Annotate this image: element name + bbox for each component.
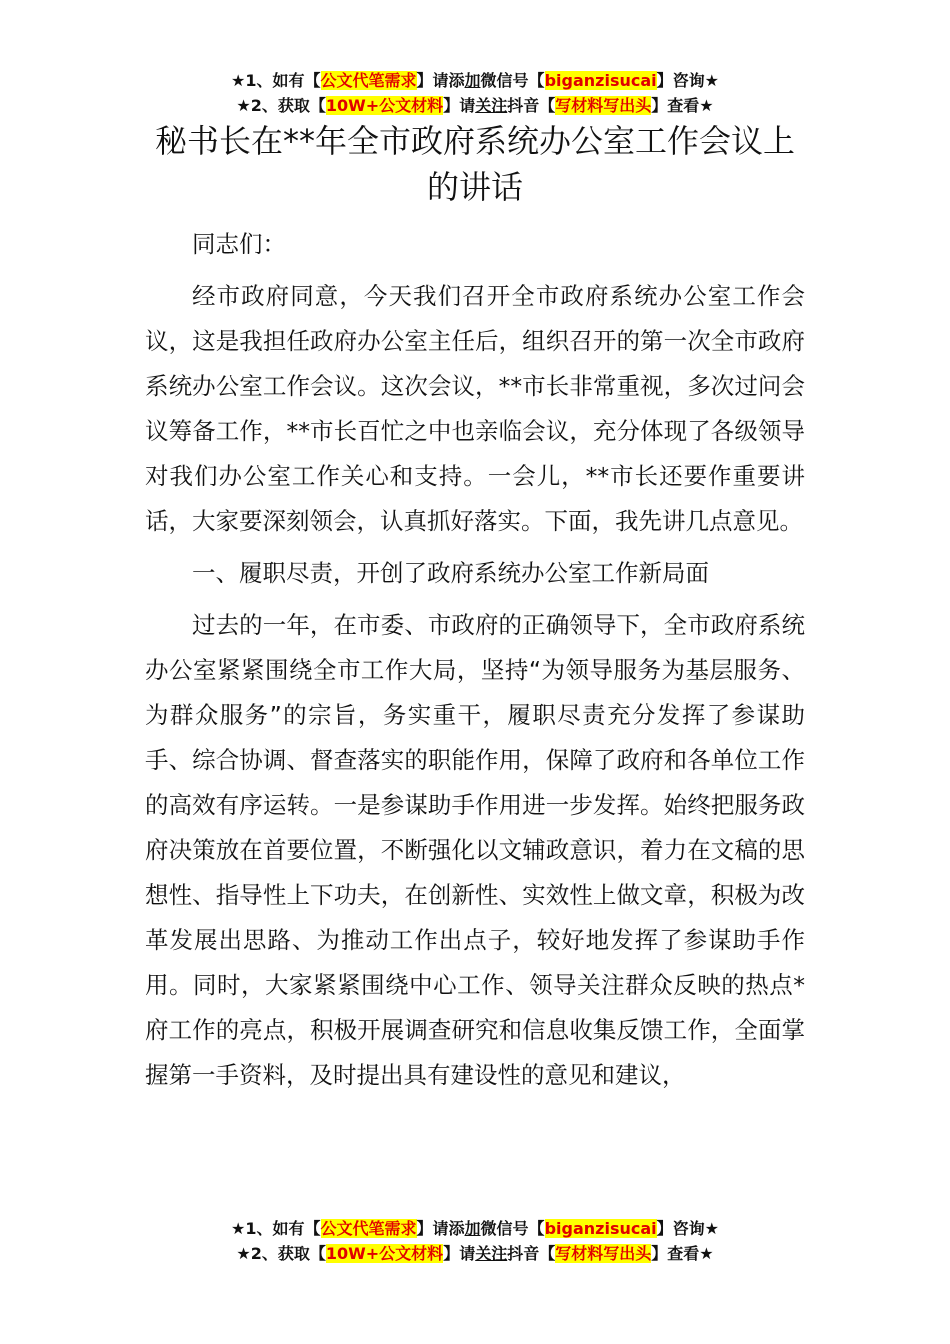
banner-underline: 加 bbox=[464, 71, 481, 90]
banner-underline: 加 bbox=[464, 1219, 481, 1238]
banner-text: 】查看★ bbox=[651, 96, 714, 115]
banner-highlight: 公文代笔需求 bbox=[320, 1219, 417, 1238]
banner-text: 】请添 bbox=[416, 71, 465, 90]
banner-highlight: 10W+公文材料 bbox=[325, 96, 444, 115]
banner-highlight: 写材料写出头 bbox=[555, 1244, 652, 1263]
banner-highlight: 10W+公文材料 bbox=[325, 1244, 444, 1263]
banner-text: 】请 bbox=[443, 96, 476, 115]
section-heading: 一、履职尽责，开创了政府系统办公室工作新局面 bbox=[192, 559, 709, 587]
banner-line-1 bbox=[0, 68, 950, 93]
banner-text: 抖音【 bbox=[507, 1244, 556, 1263]
banner-text: 】查看★ bbox=[651, 1244, 714, 1263]
banner-text: 微信号【 bbox=[480, 1219, 545, 1238]
banner-highlight: biganzisucai bbox=[544, 1219, 657, 1238]
banner-text: 】咨询★ bbox=[656, 71, 719, 90]
banner-text: 】请添 bbox=[416, 1219, 465, 1238]
banner-text: 】咨询★ bbox=[656, 1219, 719, 1238]
banner-text: 微信号【 bbox=[480, 71, 545, 90]
document-body bbox=[145, 222, 805, 1105]
banner-line-2 bbox=[0, 93, 950, 118]
banner-line-1 bbox=[0, 1216, 950, 1241]
document-title: 秘书长在**年全市政府系统办公室工作会议上的讲话 bbox=[154, 122, 795, 206]
banner-text: ★1、如有【 bbox=[231, 1219, 321, 1238]
banner-highlight: 公文代笔需求 bbox=[320, 71, 417, 90]
banner-highlight: biganzisucai bbox=[544, 71, 657, 90]
banner-highlight: 写材料写出头 bbox=[555, 96, 652, 115]
banner-text: 】请 bbox=[443, 1244, 476, 1263]
banner-underline: 关注 bbox=[475, 1244, 508, 1263]
banner-text: ★1、如有【 bbox=[231, 71, 321, 90]
banner-text: 抖音【 bbox=[507, 96, 556, 115]
banner-text: ★2、获取【 bbox=[236, 1244, 326, 1263]
header-banner bbox=[0, 68, 950, 118]
salutation: 同志们： bbox=[192, 230, 286, 258]
paragraph-review: 过去的一年，在市委、市政府的正确领导下，全市政府系统办公室紧紧围绕全市工作大局，坚持“为领导服务为基层服务、为群众服务”的宗旨，务实重干，履职尽责充分发挥了参谋助手、综合协调、督查落实的职能作用，保障了政府和各单位工作的高效有序运转。一是参谋助手作用进一步发挥。始终把服务政府决策放在首要位置，不断强化以文辅政意识，着力在文稿的思想性、指导性上下功夫，在创新性、实效性上做文章，积极为改革发展出思路、为推动工作出点子，较好地发挥了参谋助手作用。同时，大家紧紧围绕中心工作、领导关注群众反映的热点*府工作的亮点，积极开展调查研究和信息收集反馈工作，全面掌握第一手资料，及时提出具有建设性的意见和建议， bbox=[145, 611, 805, 1089]
banner-underline: 关注 bbox=[475, 96, 508, 115]
footer-banner bbox=[0, 1216, 950, 1266]
paragraph-intro: 经市政府同意，今天我们召开全市政府系统办公室工作会议，这是我担任政府办公室主任后，组织召开的第一次全市政府系统办公室工作会议。这次会议，**市长非常重视，多次过问会议筹备工作，**市长百忙之中也亲临会议，充分体现了各级领导对我们办公室工作关心和支持。一会儿，**市长还要作重要讲话，大家要深刻领会，认真抓好落实。下面，我先讲几点意见。 bbox=[145, 282, 805, 535]
banner-text: ★2、获取【 bbox=[236, 96, 326, 115]
banner-line-2 bbox=[0, 1241, 950, 1266]
